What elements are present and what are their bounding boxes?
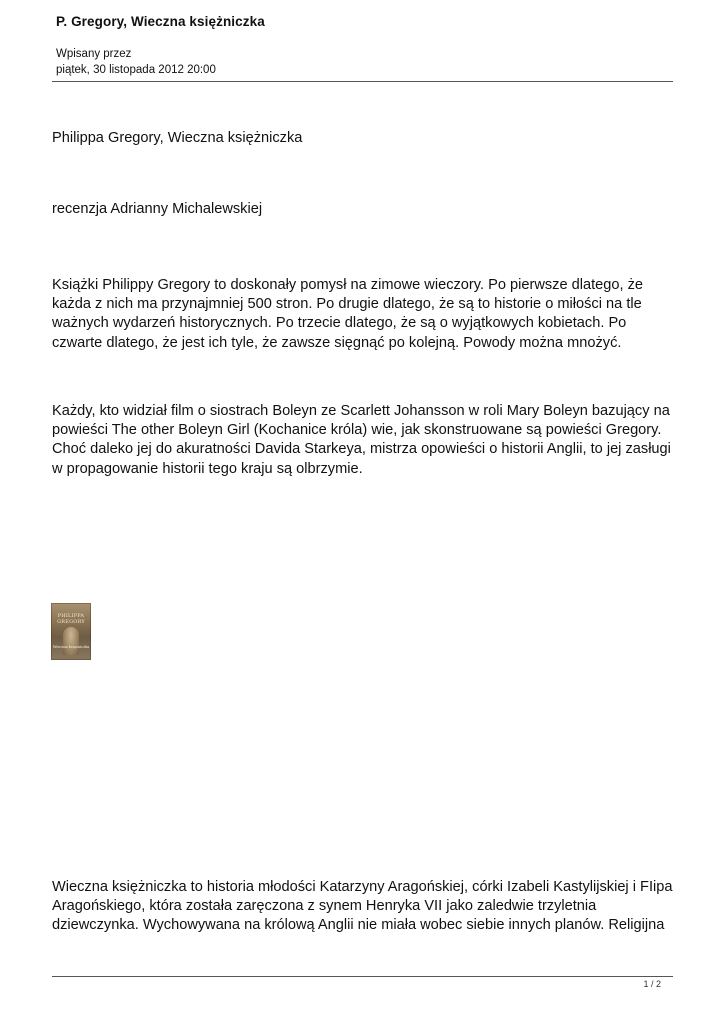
book-cover-author: PHILIPPA GREGORY xyxy=(57,613,85,625)
document-header-title: P. Gregory, Wieczna księżniczka xyxy=(56,14,265,29)
article-paragraph: Książki Philippy Gregory to doskonały pomysł na zimowe wieczory. Po pierwsze dlatego, że każda z nich ma przynajmniej 500 stron. Po drugie dlatego, że są to historie o miłości na tle ważnych wydarzeń historycznych. Po trzecie dlatego, że są o wyjątkowych kobietach. Po czwarte dlatego, że jest ich tyle, że zawsze sięgnąć po kolejną. Powody można mnożyć. xyxy=(52,277,644,351)
posted-by-label: Wpisany przez xyxy=(56,48,132,60)
footer-divider xyxy=(52,976,673,977)
article-title: Philippa Gregory, Wieczna księżniczka xyxy=(52,130,303,146)
article-paragraph: Wieczna księżniczka to historia młodości Katarzyny Aragońskiej, córki Izabeli Kastylijskiej i FIipa Aragońskiego, która została zaręczona z synem Henryka VII jako zaledwie trzyletnia dziewczynka. Wychowywana na królową Anglii nie miała wobec siebie innych planów. Religijna xyxy=(52,879,673,934)
document-meta xyxy=(56,47,216,78)
book-cover-figure xyxy=(63,627,79,655)
page-number: 1 / 2 xyxy=(643,979,661,989)
article-author: recenzja Adrianny Michalewskiej xyxy=(52,201,263,217)
header-divider xyxy=(52,81,673,82)
book-cover-image xyxy=(51,603,91,660)
book-cover-title: Wieczna księżniczka xyxy=(52,645,90,649)
article-paragraph: Każdy, kto widział film o siostrach Boleyn ze Scarlett Johansson w roli Mary Boleyn bazujący na powieści The other Boleyn Girl (Kochanice króla) wie, jak skonstruowane są powieści Gregory. Choć daleko jej do akuratności Davida Starkeya, mistrza opowieści o historii Anglii, to jej zasługi w propagowanie historii tego kraju są olbrzymie. xyxy=(52,403,671,477)
publish-date: piątek, 30 listopada 2012 20:00 xyxy=(56,63,216,76)
